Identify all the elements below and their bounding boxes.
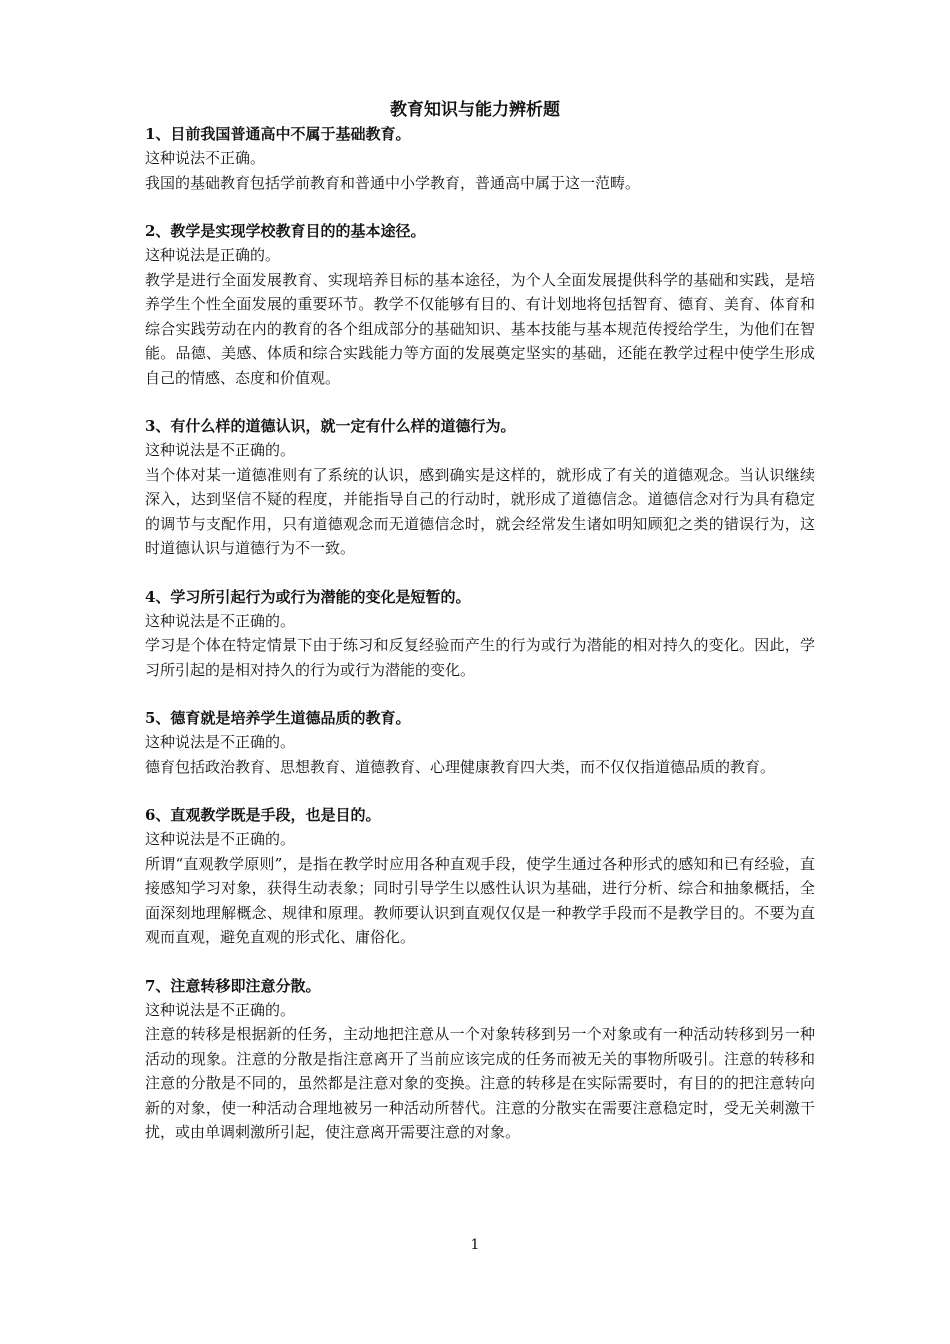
verdict-text: 这种说法是不正确的。: [145, 611, 296, 630]
explanation-text: 德育包括政治教育、思想教育、道德教育、心理健康教育四大类，而不仅仅指道德品质的教育。: [145, 757, 776, 776]
explanation-text: 教学是进行全面发展教育、实现培养目标的基本途径，为个人全面发展提供科学的基础和实践，是培养学生个性全面发展的重要环节。教学不仅能够有目的、有计划地将包括智育、德育、美育、体育和综合实践劳动在内的教育的各个组成部分的基础知识、基本技能与基本规范传授给学生，为他们在智能。品德、美感、体质和综合实践能力等方面的发展奠定坚实的基础，还能在教学过程中使学生形成自己的情感、态度和价值观。: [145, 270, 815, 387]
question-item-1: [145, 122, 815, 195]
explanation-text: 注意的转移是根据新的任务，主动地把注意从一个对象转移到另一个对象或有一种活动转移到另一种活动的现象。注意的分散是指注意离开了当前应该完成的任务而被无关的事物所吸引。注意的转移和注意的分散是不同的，虽然都是注意对象的变换。注意的转移是在实际需要时，有目的的把注意转向新的对象，使一种活动合理地被另一种活动所替代。注意的分散实在需要注意稳定时，受无关刺激干扰，或由单调刺激所引起，使注意离开需要注意的对象。: [145, 1025, 815, 1141]
question-item-2: [145, 219, 815, 390]
verdict-text: 这种说法是正确的。: [145, 246, 281, 264]
question-text: 1、目前我国普通高中不属于基础教育。: [145, 125, 411, 143]
verdict-text: 这种说法是不正确的。: [145, 1000, 296, 1019]
explanation-text: 我国的基础教育包括学前教育和普通中小学教育，普通高中属于这一范畴。: [145, 173, 641, 192]
question-text: 6、直观教学既是手段，也是目的。: [145, 806, 381, 824]
page-number: 1: [470, 1237, 480, 1253]
verdict-text: 这种说法是不正确的。: [145, 733, 296, 751]
question-item-7: [145, 974, 815, 1145]
question-item-4: [145, 585, 815, 683]
document-title: 教育知识与能力辨析题: [390, 100, 560, 120]
explanation-text: 所谓“直观教学原则”，是指在教学时应用各种直观手段，使学生通过各种形式的感知和已有经验，直接感知学习对象，获得生动表象；同时引导学生以感性认识为基础，进行分析、综合和抽象概括，全面深刻地理解概念、规律和原理。教师要认识到直观仅仅是一种教学手段而不是教学目的。不要为直观而直观，避免直观的形式化、庸俗化。: [145, 854, 815, 946]
question-text: 5、德育就是培养学生道德品质的教育。: [145, 709, 411, 727]
question-text: 4、学习所引起行为或行为潜能的变化是短暂的。: [145, 587, 471, 606]
explanation-text: 当个体对某一道德准则有了系统的认识，感到确实是这样的，就形成了有关的道德观念。当认识继续深入，达到坚信不疑的程度，并能指导自己的行动时，就形成了道德信念。道德信念对行为具有稳定的调节与支配作用，只有道德观念而无道德信念时，就会经常发生诸如明知顾犯之类的错误行为，这时道德认识与道德行为不一致。: [145, 465, 815, 557]
question-item-5: [145, 706, 815, 779]
document-body: [145, 98, 815, 1169]
explanation-text: 学习是个体在特定情景下由于练习和反复经验而产生的行为或行为潜能的相对持久的变化。因此，学习所引起的是相对持久的行为或行为潜能的变化。: [145, 636, 815, 679]
question-text: 7、注意转移即注意分散。: [145, 976, 321, 995]
verdict-text: 这种说法是不正确的。: [145, 830, 296, 848]
verdict-text: 这种说法是不正确的。: [145, 441, 296, 459]
question-text: 2、教学是实现学校教育目的的基本途径。: [145, 222, 426, 240]
question-item-3: [145, 414, 815, 561]
verdict-text: 这种说法不正确。: [145, 149, 266, 167]
question-text: 3、有什么样的道德认识，就一定有什么样的道德行为。: [145, 417, 516, 435]
question-item-6: [145, 803, 815, 950]
